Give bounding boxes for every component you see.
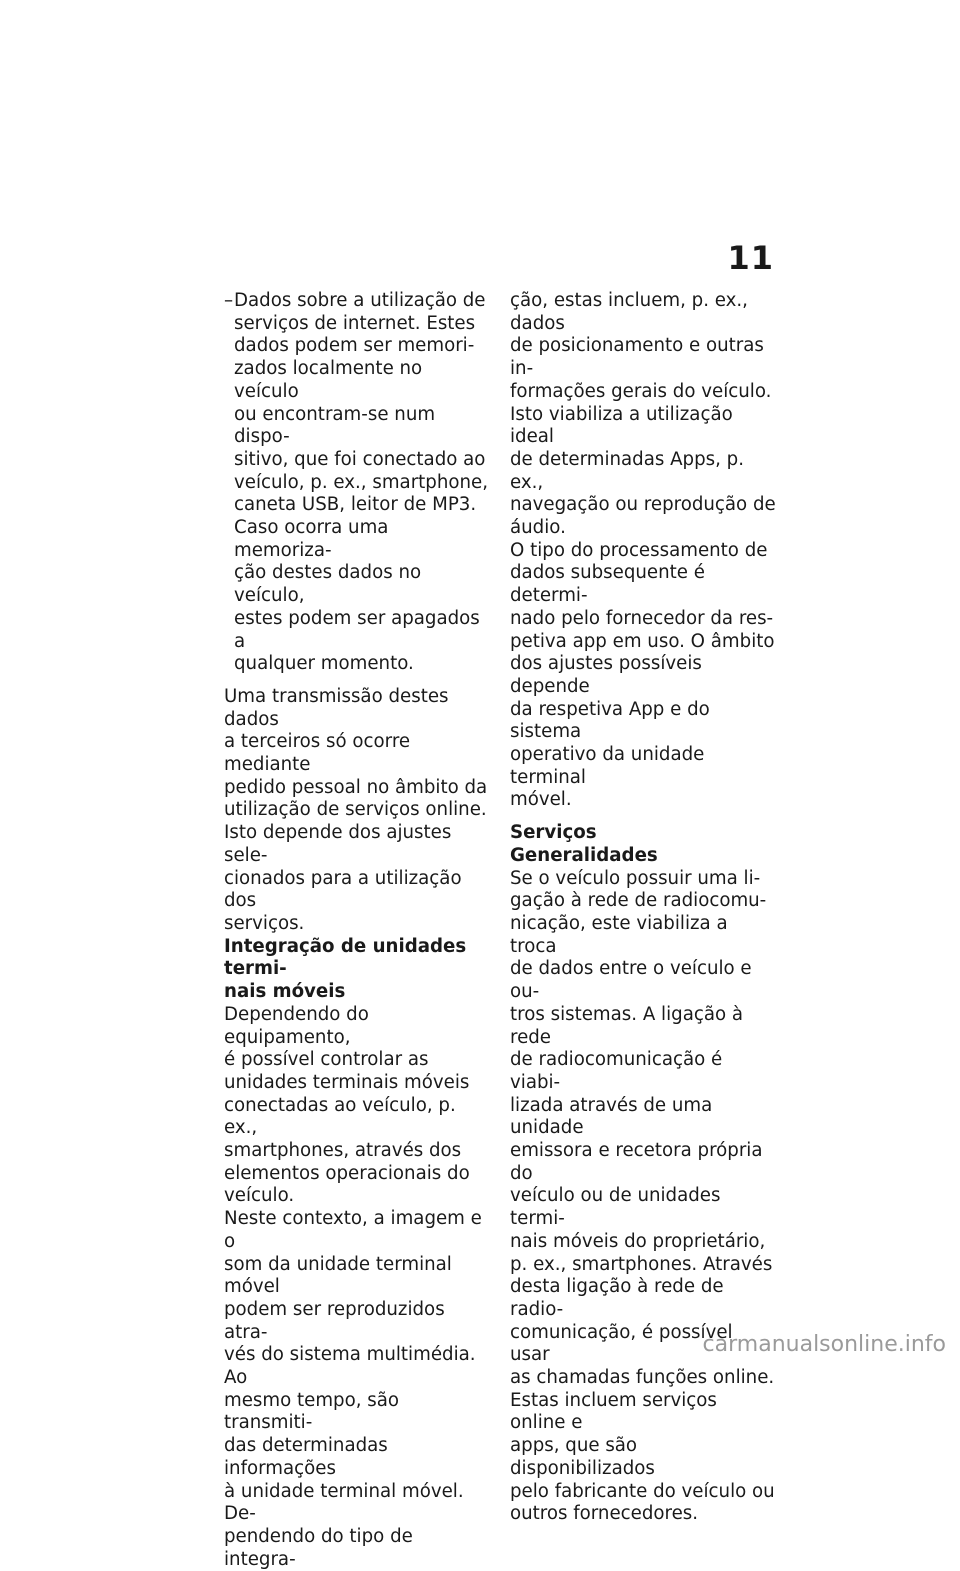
watermark-footer: carmanualsonline.info: [702, 1332, 946, 1357]
page-number: 11: [727, 239, 774, 277]
paragraph-processing-type: O tipo do processamento de dados subsequente é determi- nado pelo fornecedor da res- petiva app em uso. O âmbito dos ajustes possíveis depende da respetiva App e do sistema operativo da unidade terminal móvel.: [510, 539, 775, 811]
heading-general: Generalidades: [510, 844, 658, 866]
paragraph-equipment: Dependendo do equipamento, é possível controlar as unidades terminais móveis conectadas ao veículo, p. ex., smartphones, através dos elementos operacionais do veículo.: [224, 1003, 470, 1207]
paragraph-radio-network: Se o veículo possuir uma li- gação à rede de radiocomu- nicação, este viabiliza a troca de dados entre o veículo e ou- tros sistemas. A ligação à rede de radiocomunicação é viabi- lizada através de uma unidade emissora e recetora própria do veículo ou de unidades termi- nais móveis do proprietário, p. ex., smartphones. Através desta ligação à rede de radio- comunicação, é possível usar as chamadas funções online. Estas incluem serviços online e apps, que são disponibilizados pelo fabricante do veículo ou outros fornecedores.: [510, 867, 775, 1525]
left-column: [224, 290, 490, 1571]
bullet-text: Dados sobre a utilização de serviços de internet. Estes dados podem ser memori- zados localmente no veículo ou encontram-se num dispo- sitivo, que foi conectado ao veículo, p. ex., smartphone, caneta USB, leitor de MP3. Caso ocorra uma memoriza- ção destes dados no veículo, estes podem ser apagados a qualquer momento.: [234, 290, 489, 675]
heading-mobile-integration: Integração de unidades termi- nais móveis: [224, 935, 467, 1003]
heading-services: Serviços: [510, 822, 597, 844]
paragraph-transmission: Uma transmissão destes dados a terceiros só ocorre mediante pedido pessoal no âmbito da utilização de serviços online. Isto depende dos ajustes sele- cionados para a utilização dos serviços.: [224, 685, 488, 934]
paragraph-continuation: ção, estas incluem, p. ex., dados de posicionamento e outras in- formações gerais do veículo. Isto viabiliza a utilização ideal de determinadas Apps, p. ex., navegação ou reprodução de áudio.: [510, 290, 776, 539]
paragraph-context: Neste contexto, a imagem e o som da unidade terminal móvel podem ser reproduzidos atra- vés do sistema multimédia. Ao mesmo tempo, são transmiti- das determinadas informações à unidade terminal móvel. De- pendendo do tipo de integra-: [224, 1208, 482, 1570]
bullet-dash: –: [224, 290, 234, 311]
bullet-item-internet-data: [224, 290, 490, 676]
